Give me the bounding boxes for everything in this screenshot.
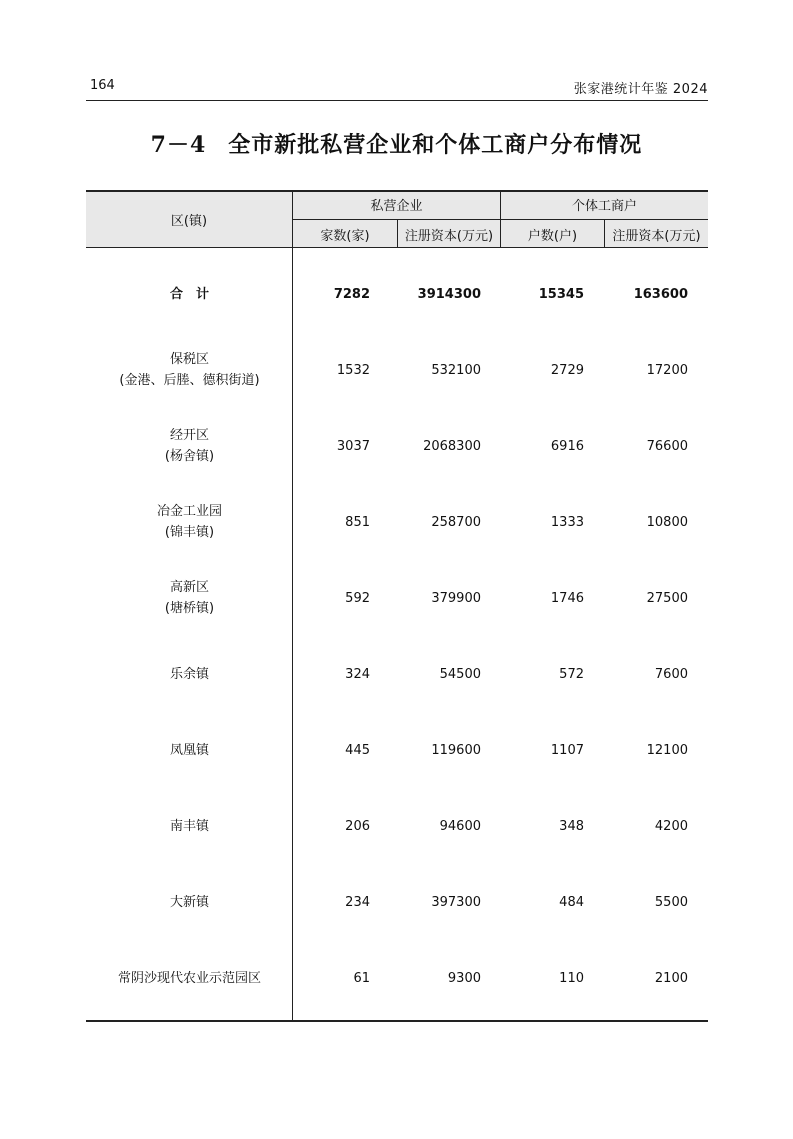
private-count: 206 <box>345 818 370 834</box>
table-row <box>86 408 708 484</box>
data-table <box>86 190 708 1022</box>
private-count: 445 <box>345 742 370 758</box>
header-individual-business: 个体工商户 <box>571 199 637 214</box>
region-line-1: 经开区 <box>169 428 209 443</box>
private-capital: 9300 <box>447 970 481 986</box>
private-count: 7282 <box>333 286 370 302</box>
region-line-1: 大新镇 <box>169 894 209 910</box>
table-row <box>86 712 708 788</box>
region-name <box>86 788 293 864</box>
page-number: 164 <box>90 78 115 93</box>
individual-capital: 10800 <box>646 514 688 530</box>
individual-count: 15345 <box>538 286 584 302</box>
header-individual-capital: 注册资本(万元) <box>612 228 701 244</box>
table-title-text: 全市新批私营企业和个体工商户分布情况 <box>228 132 643 158</box>
individual-count: 1107 <box>550 742 584 758</box>
private-count: 592 <box>345 590 370 606</box>
region-line-2: (锦丰镇) <box>164 525 215 540</box>
running-title: 张家港统计年鉴 2024 <box>573 82 708 97</box>
region-line-1: 高新区 <box>169 580 209 595</box>
private-capital: 94600 <box>439 818 481 834</box>
private-capital: 379900 <box>431 590 481 606</box>
individual-capital: 27500 <box>646 590 688 606</box>
private-capital: 2068300 <box>423 438 481 454</box>
private-count: 61 <box>353 970 370 986</box>
private-capital: 397300 <box>431 894 481 910</box>
table-row <box>86 636 708 712</box>
region-line-1: 乐余镇 <box>169 666 209 682</box>
individual-count: 110 <box>559 970 584 986</box>
table-row-total <box>86 256 708 332</box>
region-name <box>86 408 293 484</box>
region-name <box>86 940 293 1016</box>
page-header <box>86 78 708 101</box>
region-line-1: 保税区 <box>169 352 209 367</box>
header-private-count: 家数(家) <box>320 228 370 244</box>
individual-count: 572 <box>559 666 584 682</box>
individual-capital: 2100 <box>654 970 688 986</box>
region-line-1: 合 计 <box>169 286 209 302</box>
region-name <box>86 712 293 788</box>
private-count: 324 <box>345 666 370 682</box>
individual-count: 348 <box>559 818 584 834</box>
region-name <box>86 636 293 712</box>
region-line-2: (杨舍镇) <box>164 449 215 464</box>
individual-capital: 7600 <box>654 666 688 682</box>
individual-capital: 163600 <box>633 286 688 302</box>
header-individual-count: 户数(户) <box>527 228 578 244</box>
individual-count: 484 <box>559 894 584 910</box>
region-name <box>86 864 293 940</box>
region-name <box>86 256 293 332</box>
table-bottom-rule <box>86 1020 708 1022</box>
region-line-1: 常阴沙现代农业示范园区 <box>117 970 261 986</box>
private-count: 851 <box>345 514 370 530</box>
table-title <box>0 128 793 159</box>
private-count: 234 <box>345 894 370 910</box>
individual-count: 1746 <box>550 590 584 606</box>
table-row <box>86 332 708 408</box>
table-row <box>86 484 708 560</box>
individual-capital: 17200 <box>646 362 688 378</box>
private-count: 1532 <box>336 362 370 378</box>
header-private-capital: 注册资本(万元) <box>404 228 494 244</box>
header-region: 区(镇) <box>170 213 208 229</box>
private-capital: 258700 <box>431 514 481 530</box>
individual-capital: 4200 <box>654 818 688 834</box>
region-line-1: 南丰镇 <box>169 818 209 834</box>
private-capital: 119600 <box>431 742 481 758</box>
table-row <box>86 560 708 636</box>
individual-count: 2729 <box>550 362 584 378</box>
region-line-2: (金港、后塍、德积街道) <box>119 373 260 388</box>
individual-count: 1333 <box>550 514 584 530</box>
individual-capital: 76600 <box>646 438 688 454</box>
private-capital: 54500 <box>439 666 481 682</box>
private-capital: 3914300 <box>417 286 481 302</box>
region-name <box>86 332 293 408</box>
table-row <box>86 940 708 1016</box>
region-line-2: (塘桥镇) <box>164 601 215 616</box>
table-row <box>86 788 708 864</box>
individual-capital: 12100 <box>646 742 688 758</box>
individual-capital: 5500 <box>654 894 688 910</box>
table-number: 7－4 <box>150 132 207 158</box>
region-name <box>86 484 293 560</box>
table-row <box>86 864 708 940</box>
region-line-1: 凤凰镇 <box>169 742 209 758</box>
private-capital: 532100 <box>431 362 481 378</box>
individual-count: 6916 <box>550 438 584 454</box>
header-private-enterprise: 私营企业 <box>370 199 423 214</box>
region-line-1: 冶金工业园 <box>156 504 222 519</box>
region-name <box>86 560 293 636</box>
private-count: 3037 <box>336 438 370 454</box>
